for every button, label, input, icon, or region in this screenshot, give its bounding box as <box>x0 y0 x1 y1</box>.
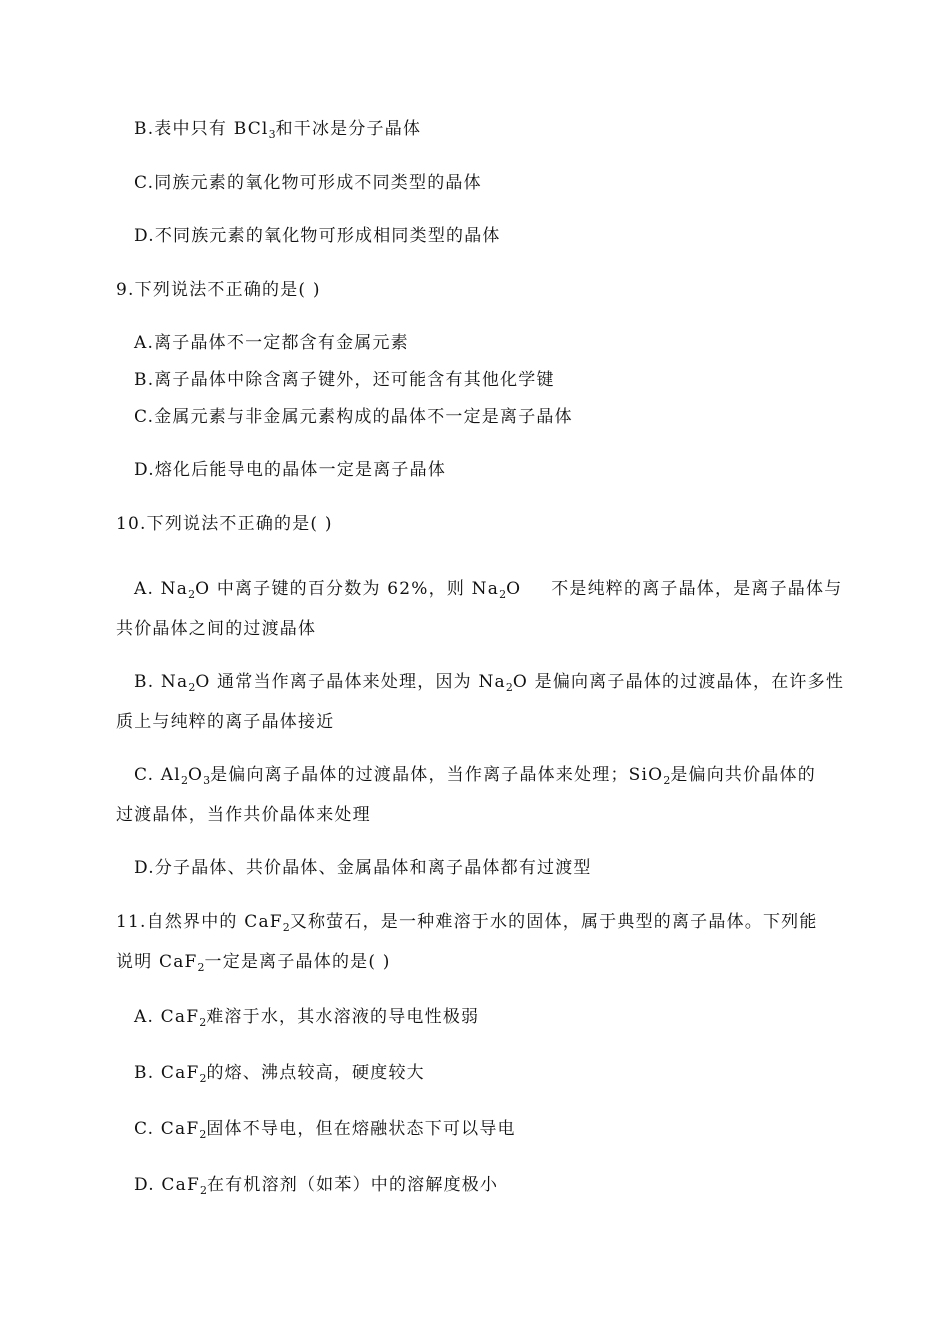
q9-stem: 9.下列说法不正确的是( ) <box>116 280 321 300</box>
q11-option-c <box>134 1118 516 1142</box>
q11-option-b <box>134 1062 425 1086</box>
q10-option-b <box>134 671 844 695</box>
stem-text: 一定是离子晶体的是( ) <box>204 952 391 972</box>
subscript: 3 <box>203 774 211 787</box>
subscript: 2 <box>499 588 507 601</box>
q11-stem-cont <box>116 951 391 975</box>
option-text: D. CaF <box>134 1175 200 1195</box>
q11-option-d <box>134 1174 498 1198</box>
option-text: O <box>187 765 204 785</box>
subscript: 2 <box>663 774 671 787</box>
option-text: O <box>506 579 522 599</box>
subscript: 2 <box>199 1128 207 1141</box>
prev-option-d: D.不同族元素的氧化物可形成相同类型的晶体 <box>134 226 501 246</box>
subscript: 2 <box>282 921 290 934</box>
option-text: 的熔、沸点较高，硬度较大 <box>206 1063 425 1083</box>
q9-option-b: B.离子晶体中除含离子键外，还可能含有其他化学键 <box>134 370 555 390</box>
q10-option-d: D.分子晶体、共价晶体、金属晶体和离子晶体都有过渡型 <box>134 858 592 878</box>
option-text: 是偏向共价晶体的 <box>670 765 816 785</box>
subscript: 2 <box>197 961 205 974</box>
option-text: A. CaF <box>134 1007 200 1027</box>
q10-option-c <box>134 764 816 788</box>
q10-option-a-cont: 共价晶体之间的过渡晶体 <box>116 619 317 639</box>
prev-option-b <box>134 118 421 142</box>
option-text: O 中离子键的百分数为 62%，则 Na <box>195 579 500 599</box>
stem-text: 说明 CaF <box>116 952 198 972</box>
q11-option-a <box>134 1006 479 1030</box>
option-text: 固体不导电，但在熔融状态下可以导电 <box>206 1119 516 1139</box>
q11-stem <box>116 911 818 935</box>
option-text: B. Na <box>134 672 189 692</box>
option-text: O 通常当作离子晶体来处理，因为 Na <box>195 672 506 692</box>
option-text: 是偏向离子晶体的过渡晶体，当作离子晶体来处理；SiO <box>210 765 664 785</box>
q9-option-c: C.金属元素与非金属元素构成的晶体不一定是离子晶体 <box>134 407 573 427</box>
option-text: B. CaF <box>134 1063 200 1083</box>
option-text: C. CaF <box>134 1119 200 1139</box>
subscript: 2 <box>188 588 196 601</box>
stem-text: 又称萤石，是一种难溶于水的固体，属于典型的离子晶体。下列能 <box>289 912 818 932</box>
option-text: 和干冰是分子晶体 <box>275 119 422 139</box>
option-text: B.表中只有 BCl <box>134 119 269 139</box>
subscript: 2 <box>199 1016 207 1029</box>
q10-option-c-cont: 过渡晶体，当作共价晶体来处理 <box>116 805 371 825</box>
subscript: 3 <box>268 128 276 141</box>
option-text: C. Al <box>134 765 181 785</box>
subscript: 2 <box>199 1072 207 1085</box>
stem-text: 11.自然界中的 CaF <box>116 912 283 932</box>
subscript: 2 <box>199 1184 207 1197</box>
q10-option-a <box>134 578 842 602</box>
option-text: 在有机溶剂（如苯）中的溶解度极小 <box>206 1175 499 1195</box>
option-text: O 是偏向离子晶体的过渡晶体，在许多性 <box>512 672 845 692</box>
option-text: 难溶于水，其水溶液的导电性极弱 <box>206 1007 480 1027</box>
q9-option-d: D.熔化后能导电的晶体一定是离子晶体 <box>134 460 447 480</box>
subscript: 2 <box>505 681 513 694</box>
q9-option-a: A.离子晶体不一定都含有金属元素 <box>134 333 409 353</box>
option-text: 不是纯粹的离子晶体，是离子晶体与 <box>551 579 843 599</box>
q10-stem: 10.下列说法不正确的是( ) <box>116 514 333 534</box>
option-text: A. Na <box>134 579 189 599</box>
q10-option-b-cont: 质上与纯粹的离子晶体接近 <box>116 712 335 732</box>
prev-option-c: C.同族元素的氧化物可形成不同类型的晶体 <box>134 173 482 193</box>
subscript: 2 <box>180 774 188 787</box>
subscript: 2 <box>188 681 196 694</box>
